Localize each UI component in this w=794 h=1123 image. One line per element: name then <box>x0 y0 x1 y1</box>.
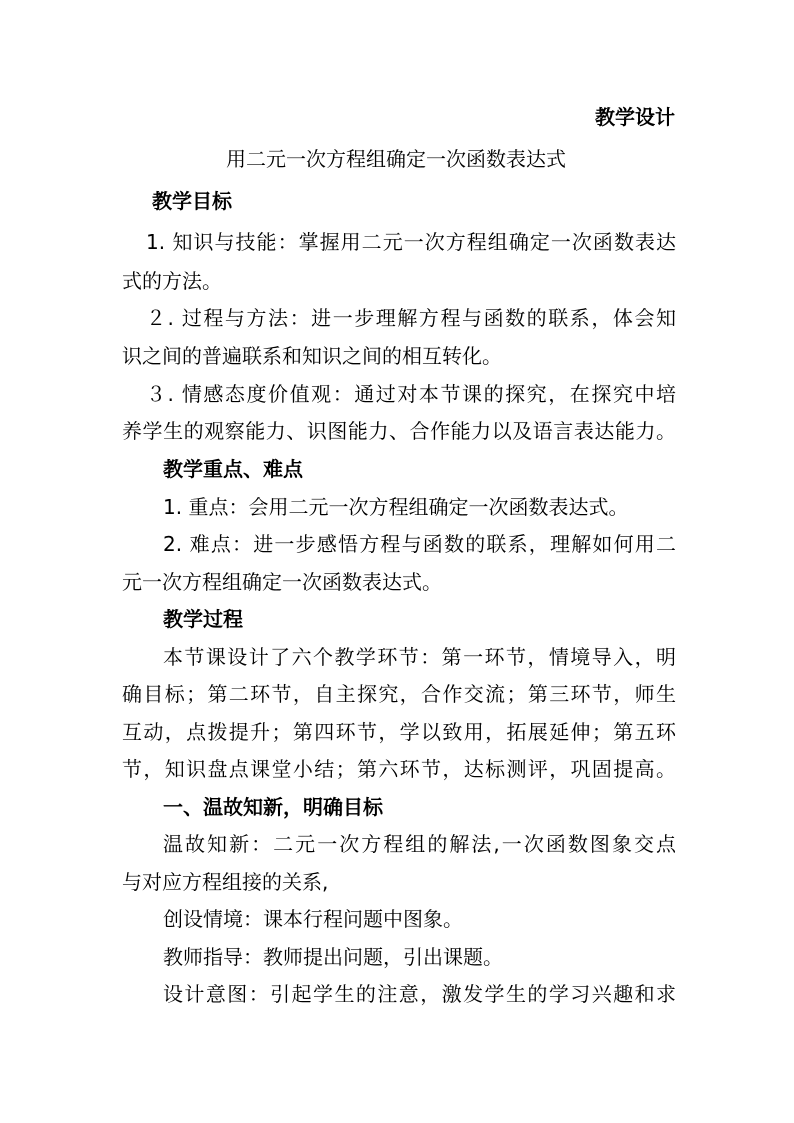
keypoint-1: 1. 重点：会用二元一次方程组确定一次函数表达式。 <box>163 495 629 519</box>
keypoint-2-line-2: 元一次方程组确定一次函数表达式。 <box>122 570 442 594</box>
objective-1-line-1: 1. 知识与技能：掌握用二元一次方程组确定一次函数表达 <box>146 230 676 254</box>
process-intro-line-1: 本节课设计了六个教学环节：第一环节，情境导入，明 <box>163 645 676 669</box>
objective-3-line-1: ３. 情感态度价值观：通过对本节课的探究，在探究中培 <box>146 382 676 406</box>
process-intro-line-2: 确目标；第二环节，自主探究，合作交流；第三环节，师生 <box>122 682 676 706</box>
teacher-guide-text: 教师指导：教师提出问题，引出课题。 <box>163 945 503 969</box>
objectives-heading: 教学目标 <box>152 189 232 213</box>
doc-type-label: 教学设计 <box>595 105 675 129</box>
keypoints-heading: 教学重点、难点 <box>163 457 303 481</box>
objective-3-line-2: 养学生的观察能力、识图能力、合作能力以及语言表达能力。 <box>122 419 676 443</box>
review-line-1: 温故知新：二元一次方程组的解法,一次函数图象交点 <box>163 832 676 856</box>
objective-2-line-1: ２. 过程与方法：进一步理解方程与函数的联系，体会知 <box>146 306 676 330</box>
objective-1-line-2: 式的方法。 <box>122 269 222 293</box>
objective-2-line-2: 识之间的普遍联系和知识之间的相互转化。 <box>122 344 502 368</box>
process-intro-line-4: 节，知识盘点课堂小结；第六环节，达标测评，巩固提高。 <box>122 757 676 781</box>
process-intro-line-3: 互动，点拨提升；第四环节，学以致用，拓展延伸；第五环 <box>122 720 676 744</box>
keypoint-2-line-1: 2. 难点：进一步感悟方程与函数的联系，理解如何用二 <box>163 532 676 556</box>
design-intent-text: 设计意图：引起学生的注意，激发学生的学习兴趣和求 <box>163 982 676 1006</box>
document-title: 用二元一次方程组确定一次函数表达式 <box>226 147 566 171</box>
review-line-2: 与对应方程组接的关系, <box>122 870 329 894</box>
section-1-heading: 一、温故知新，明确目标 <box>163 795 383 819</box>
process-heading: 教学过程 <box>163 607 243 631</box>
scenario-text: 创设情境：课本行程问题中图象。 <box>163 907 463 931</box>
